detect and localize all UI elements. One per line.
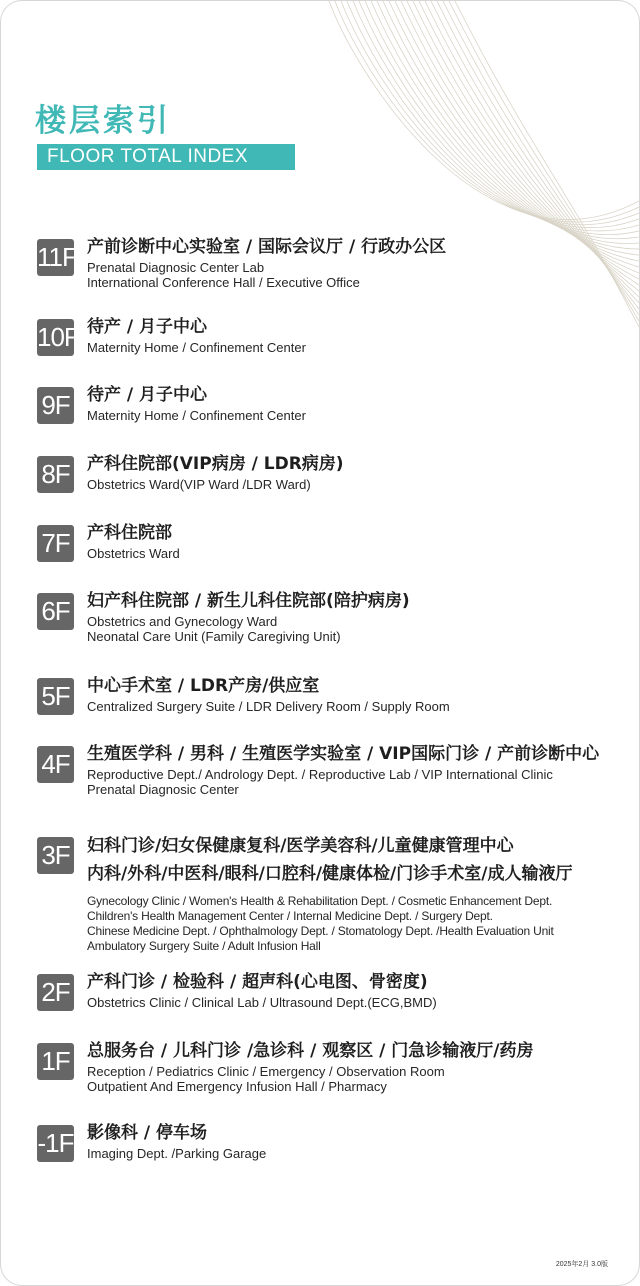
floor-name-cn: 生殖医学科 / 男科 / 生殖医学实验室 / VIP国际门诊 / 产前诊断中心 — [87, 744, 600, 764]
floor-name-en: Obstetrics Clinic / Clinical Lab / Ultrasound Dept.(ECG,BMD) — [87, 995, 437, 1010]
floor-name-en: Prenatal Diagnosic Center Lab — [87, 260, 265, 275]
floor-name-en: Reproductive Dept./ Andrology Dept. / Reproductive Lab / VIP International Clinic — [87, 767, 553, 782]
floor-badge: 3F — [37, 837, 74, 874]
floor-name-en: Chinese Medicine Dept. / Ophthalmology Dept. / Stomatology Dept. /Health Evaluation Unit — [87, 924, 554, 938]
decorative-wave-line — [353, 1, 639, 231]
floor-badge: 11F — [37, 239, 74, 276]
floor-name-cn: 产科住院部(VIP病房 / LDR病房) — [87, 454, 344, 474]
floor-badge: 8F — [37, 456, 74, 493]
floor-badge: 7F — [37, 525, 74, 562]
floor-name-en: Children's Health Management Center / Internal Medicine Dept. / Surgery Dept. — [87, 909, 493, 923]
floor-name-en: Imaging Dept. /Parking Garage — [87, 1146, 267, 1161]
decorative-wave-line — [383, 1, 639, 255]
floor-name-cn: 待产 / 月子中心 — [87, 385, 208, 405]
floor-name-en: Obstetrics Ward — [87, 546, 180, 561]
floor-name-cn: 产科门诊 / 检验科 / 超声科(心电图、骨密度) — [87, 972, 428, 992]
floor-name-en: Centralized Surgery Suite / LDR Delivery Room / Supply Room — [87, 699, 450, 714]
floor-name-cn: 待产 / 月子中心 — [87, 317, 208, 337]
floor-name-en: Reception / Pediatrics Clinic / Emergency / Observation Room — [87, 1064, 445, 1079]
floor-name-en: Prenatal Diagnosic Center — [87, 782, 239, 797]
version-note: 2025年2月 3.0版 — [555, 1261, 608, 1268]
floor-name-cn: 产前诊断中心实验室 / 国际会议厅 / 行政办公区 — [87, 237, 447, 257]
floor-badge: 4F — [37, 746, 74, 783]
decorative-wave-line — [371, 1, 639, 243]
floor-name-cn: 妇科门诊/妇女保健康复科/医学美容科/儿童健康管理中心 — [87, 836, 514, 856]
floor-badge: 5F — [37, 678, 74, 715]
floor-name-cn: 内科/外科/中医科/眼科/口腔科/健康体检/门诊手术室/成人输液厅 — [87, 864, 573, 884]
decorative-wave-line — [341, 1, 639, 225]
floor-badge: 2F — [37, 974, 74, 1011]
floor-name-en: Maternity Home / Confinement Center — [87, 408, 306, 423]
floor-badge: -1F — [37, 1125, 74, 1162]
floor-name-en: Obstetrics Ward(VIP Ward /LDR Ward) — [87, 477, 311, 492]
page-title-en: FLOOR TOTAL INDEX — [37, 144, 295, 170]
decorative-wave-line — [329, 1, 639, 220]
floor-badge: 9F — [37, 387, 74, 424]
floor-name-en: Obstetrics and Gynecology Ward — [87, 614, 278, 629]
floor-name-en: Maternity Home / Confinement Center — [87, 340, 306, 355]
floor-name-cn: 产科住院部 — [87, 523, 172, 543]
floor-badge: 6F — [37, 593, 74, 630]
decorative-wave-lines — [309, 1, 639, 341]
floor-name-en: Gynecology Clinic / Women's Health & Rehabilitation Dept. / Cosmetic Enhancement Dept. — [87, 894, 553, 908]
decorative-wave-line — [377, 1, 639, 249]
floor-name-en: Outpatient And Emergency Infusion Hall / Pharmacy — [87, 1079, 387, 1094]
floor-name-cn: 妇产科住院部 / 新生儿科住院部(陪护病房) — [87, 591, 410, 611]
floor-name-cn: 总服务台 / 儿科门诊 /急诊科 / 观察区 / 门急诊输液厅/药房 — [87, 1041, 534, 1061]
floor-name-en: Ambulatory Surgery Suite / Adult Infusion Hall — [87, 939, 321, 953]
floor-name-en: International Conference Hall / Executive Office — [87, 275, 360, 290]
floor-name-cn: 中心手术室 / LDR产房/供应室 — [87, 676, 320, 696]
floor-badge: 1F — [37, 1043, 74, 1080]
floor-name-en: Neonatal Care Unit (Family Caregiving Unit) — [87, 629, 341, 644]
floor-name-cn: 影像科 / 停车场 — [87, 1123, 208, 1143]
page-title-cn: 楼层索引 — [35, 103, 171, 139]
floor-badge: 10F — [37, 319, 74, 356]
